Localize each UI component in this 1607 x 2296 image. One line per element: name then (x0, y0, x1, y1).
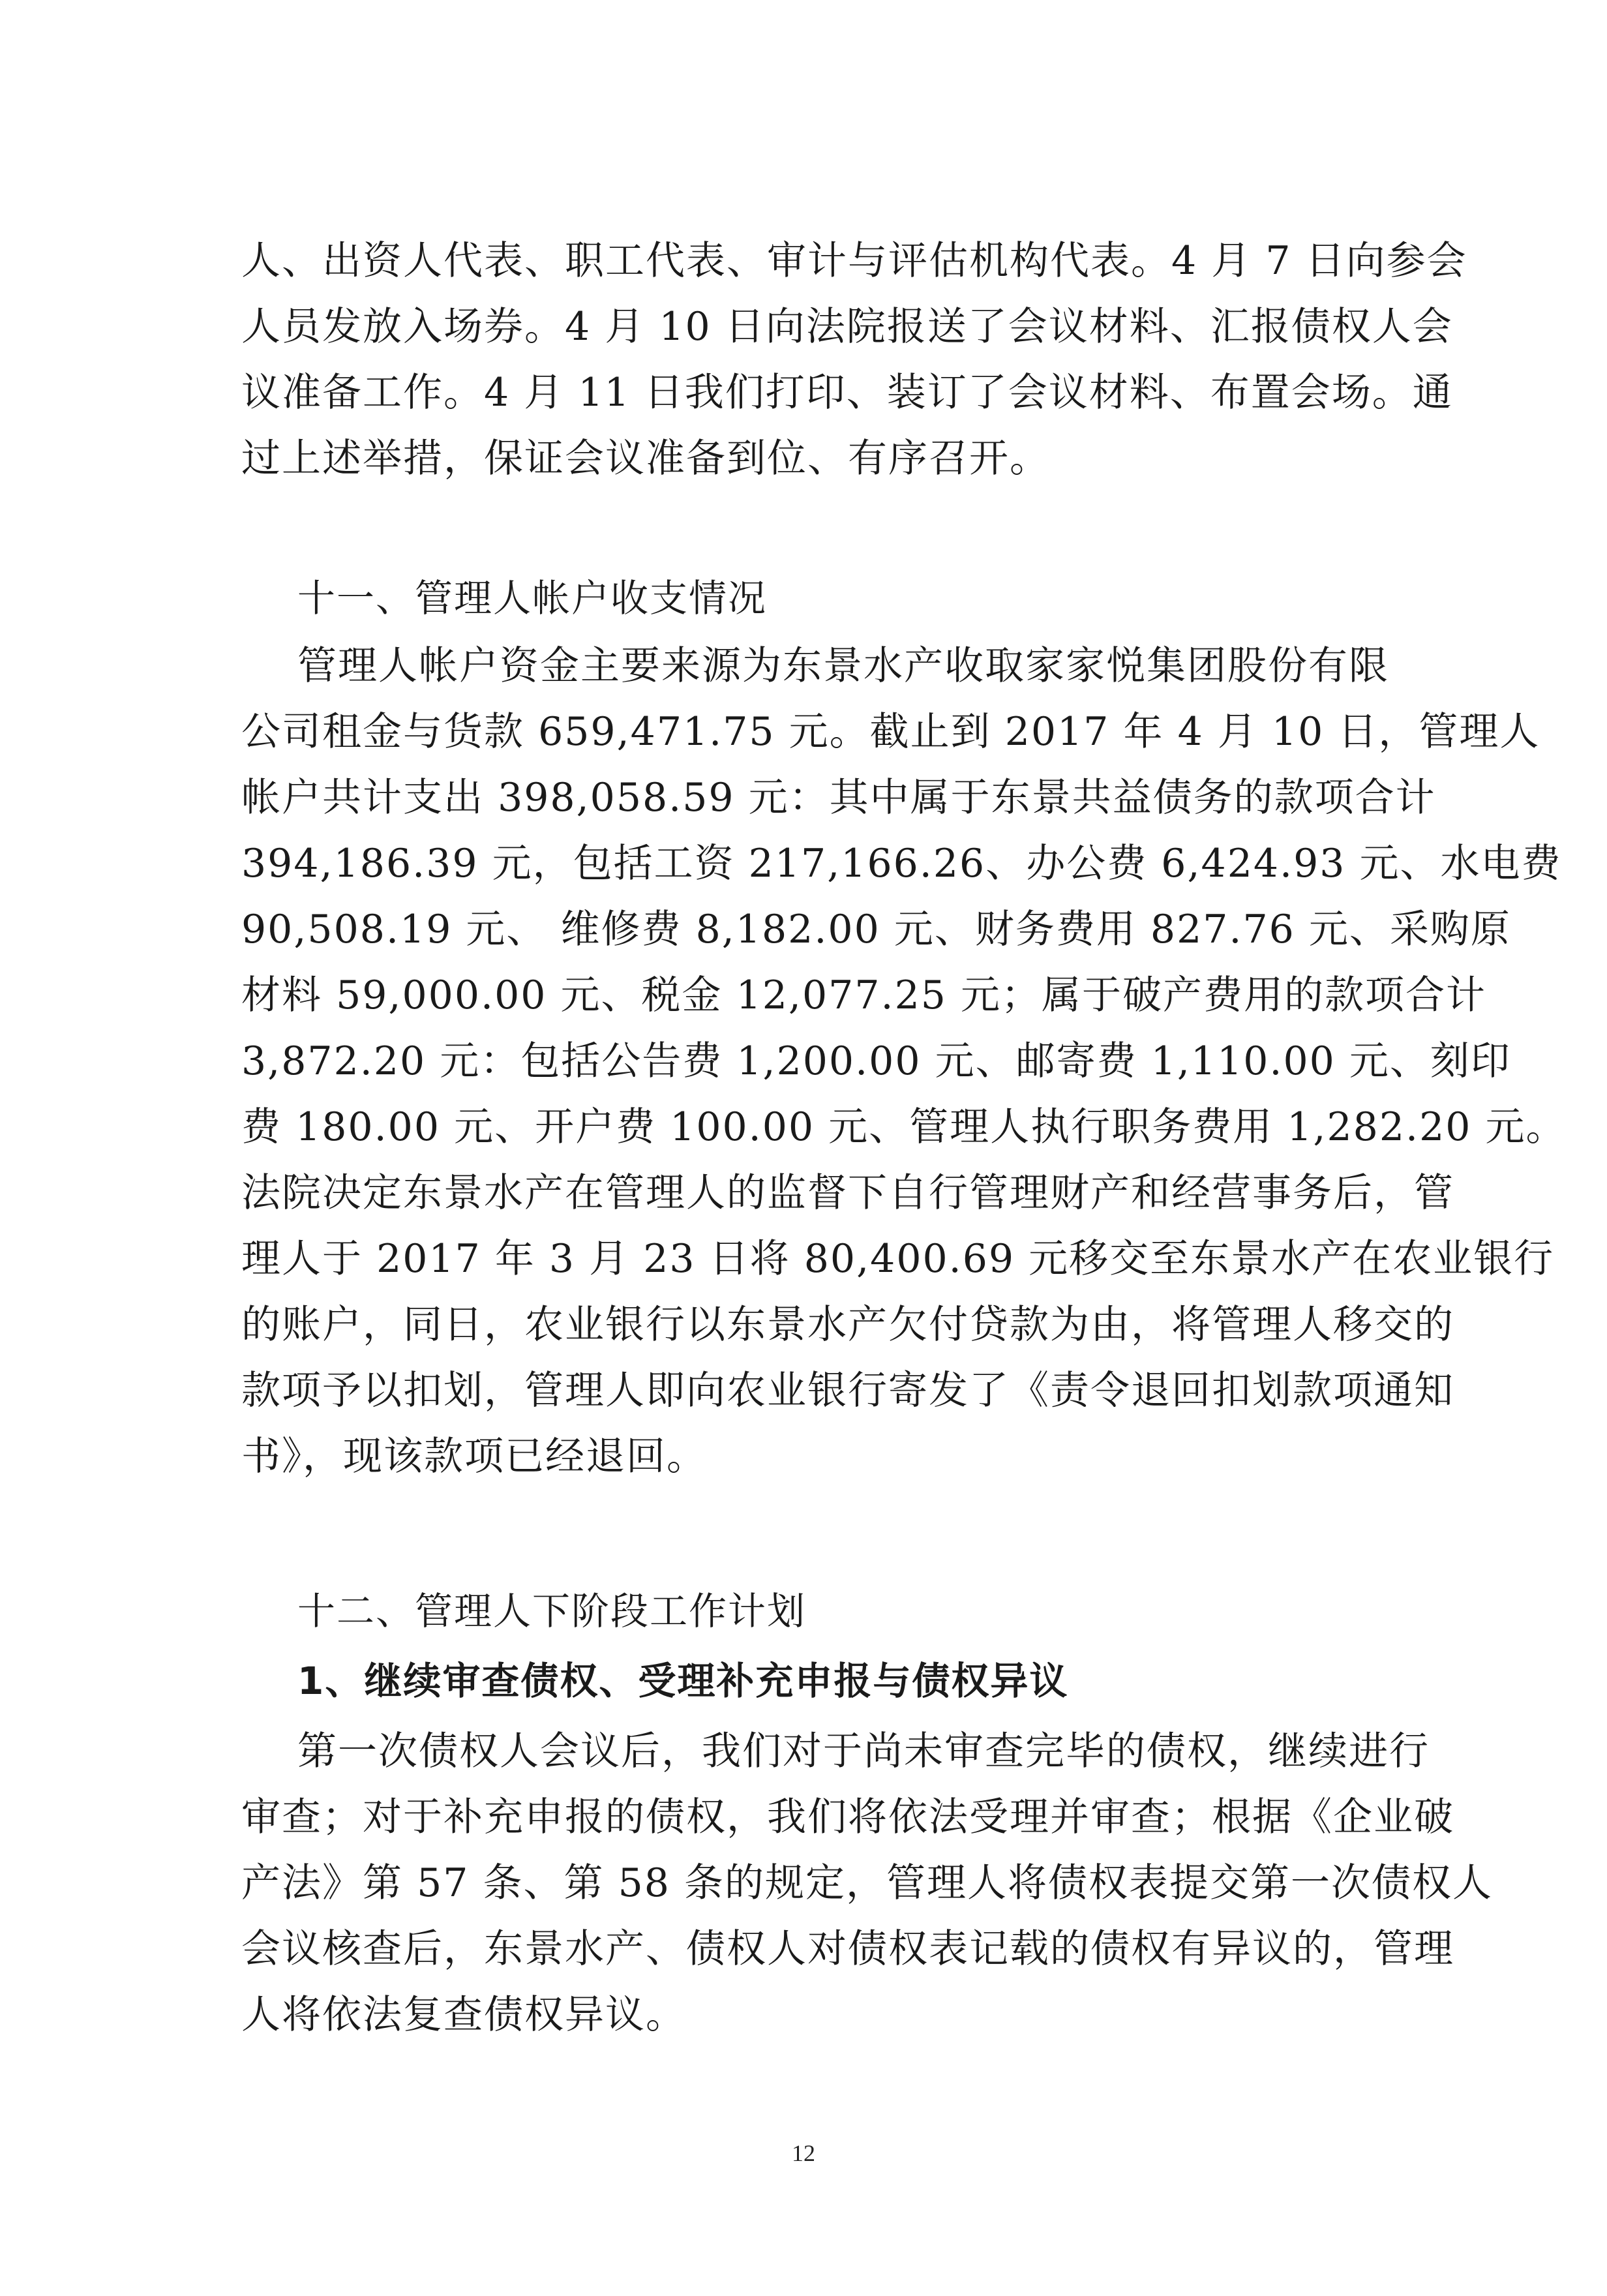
text-line: 3,872.20 元：包括公告费 1,200.00 元、邮寄费 1,110.00 元、刻印 (241, 1038, 1511, 1084)
section-heading: 十二、管理人下阶段工作计划 (297, 1589, 807, 1633)
text-line: 第一次债权人会议后，我们对于尚未审查完毕的债权，继续进行 (297, 1729, 1430, 1774)
text-line: 议准备工作。4 月 11 日我们打印、装订了会议材料、布置会场。通 (241, 370, 1453, 415)
text-line: 公司租金与货款 659,471.75 元。截止到 2017 年 4 月 10 日，管理人 (241, 709, 1540, 755)
text-line: 法院决定东景水产在管理人的监督下自行管理财产和经营事务后，管 (241, 1170, 1454, 1216)
sub-heading: 1、继续审查债权、受理补充申报与债权异议 (297, 1659, 1069, 1703)
text-line: 帐户共计支出 398,058.59 元：其中属于东景共益债务的款项合计 (241, 775, 1436, 821)
page-number: 12 (792, 2140, 815, 2166)
text-line: 人将依法复查债权异议。 (241, 1992, 686, 2038)
text-line: 产法》第 57 条、第 58 条的规定，管理人将债权表提交第一次债权人 (241, 1860, 1493, 1906)
text-line: 过上述举措，保证会议准备到位、有序召开。 (241, 436, 1050, 481)
text-line: 人、出资人代表、职工代表、审计与评估机构代表。4 月 7 日向参会 (241, 238, 1467, 284)
text-line: 394,186.39 元，包括工资 217,166.26、办公费 6,424.93 元、水电费 (241, 841, 1562, 886)
text-line: 90,508.19 元、 维修费 8,182.00 元、财务费用 827.76 元、采购原 (241, 907, 1511, 952)
text-line: 费 180.00 元、开户费 100.00 元、管理人执行职务费用 1,282.20 元。 (241, 1104, 1567, 1150)
text-line: 的账户，同日，农业银行以东景水产欠付贷款为由，将管理人移交的 (241, 1302, 1454, 1348)
text-line: 款项予以扣划，管理人即向农业银行寄发了《责令退回扣划款项通知 (241, 1368, 1454, 1413)
text-line: 理人于 2017 年 3 月 23 日将 80,400.69 元移交至东景水产在农业银行 (241, 1236, 1555, 1282)
text-line: 管理人帐户资金主要来源为东景水产收取家家悦集团股份有限 (297, 643, 1389, 689)
text-line: 人员发放入场券。4 月 10 日向法院报送了会议材料、汇报债权人会 (241, 304, 1453, 350)
text-line: 书》，现该款项已经退回。 (241, 1434, 707, 1479)
text-line: 审查；对于补充申报的债权，我们将依法受理并审查；根据《企业破 (241, 1794, 1454, 1840)
section-heading: 十一、管理人帐户收支情况 (297, 576, 768, 620)
text-line: 会议核查后，东景水产、债权人对债权表记载的债权有异议的，管理 (241, 1926, 1454, 1972)
text-line: 材料 59,000.00 元、税金 12,077.25 元；属于破产费用的款项合计 (241, 973, 1487, 1018)
